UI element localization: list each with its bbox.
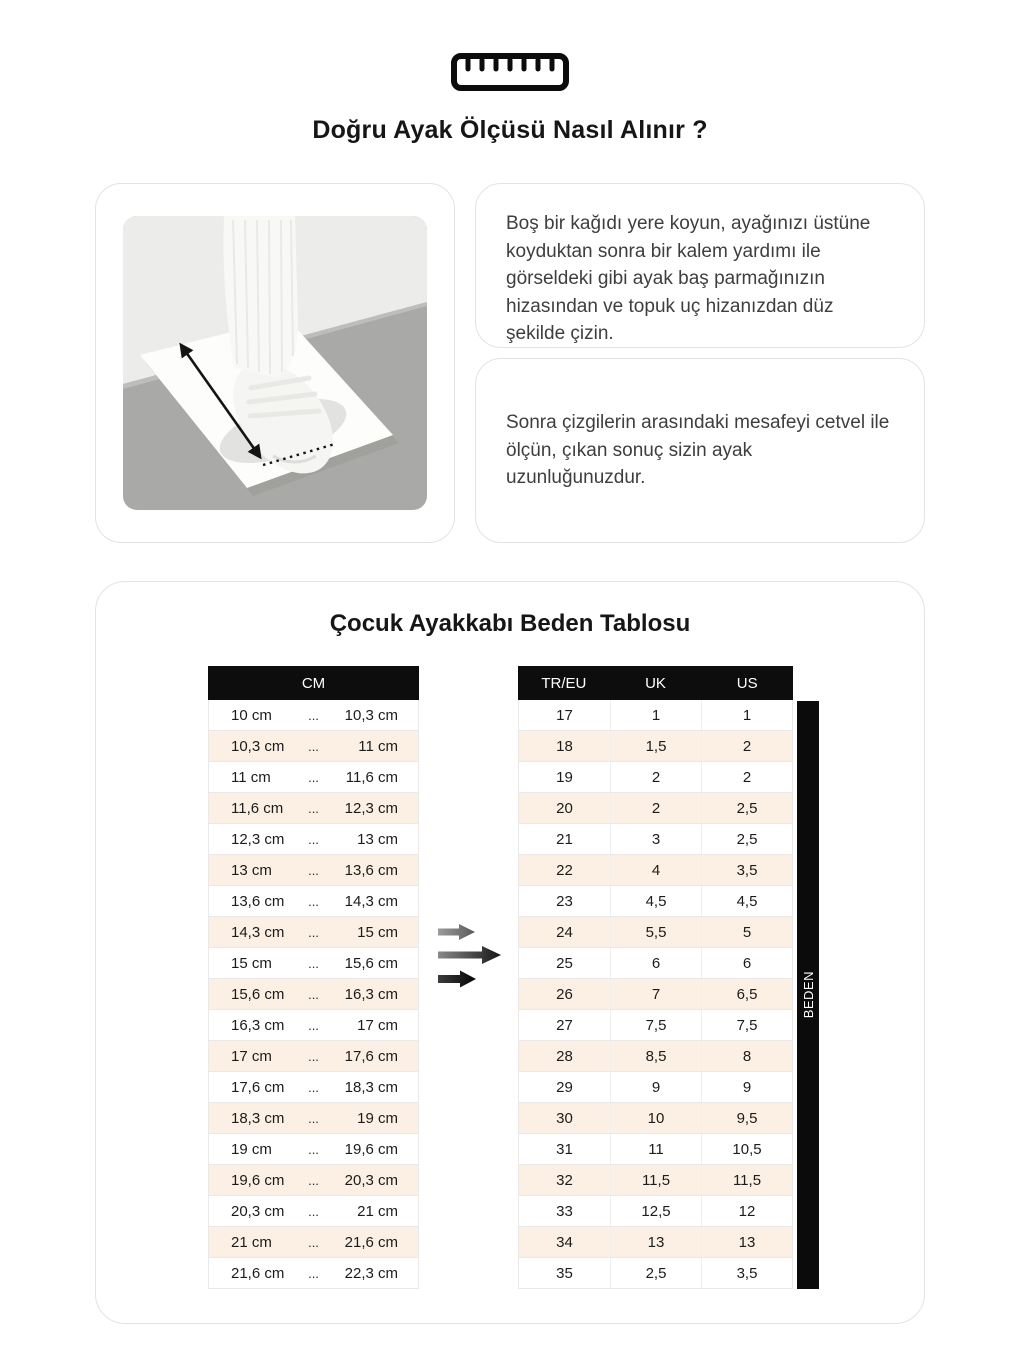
page-title: Doğru Ayak Ölçüsü Nasıl Alınır ?	[312, 116, 708, 144]
cm-range-end: 21 cm	[357, 1202, 398, 1220]
cm-range-end: 21,6 cm	[344, 1233, 398, 1251]
ruler-icon	[0, 52, 1020, 92]
range-separator: ...	[308, 1203, 319, 1219]
cm-table-row	[208, 1134, 419, 1165]
foot-on-paper-photo	[123, 216, 427, 510]
uk-header: UK	[645, 674, 666, 692]
uk-cell: 8,5	[610, 1041, 701, 1071]
tr-eu-cell: 30	[556, 1109, 573, 1127]
cm-range-end: 19,6 cm	[344, 1140, 398, 1158]
cm-range-end: 14,3 cm	[344, 892, 398, 910]
range-separator: ...	[308, 1017, 319, 1033]
range-separator: ...	[308, 800, 319, 816]
cm-table-row	[208, 1041, 419, 1072]
us-cell: 11,5	[701, 1165, 792, 1195]
beden-side-bar	[797, 701, 819, 1289]
conversion-arrows-icon	[438, 924, 504, 988]
us-cell: 6	[701, 948, 792, 978]
uk-cell: 1,5	[610, 731, 701, 761]
size-table-row	[518, 793, 793, 824]
us-cell: 1	[701, 700, 792, 730]
cm-range-start: 10,3 cm	[231, 737, 285, 755]
us-cell: 12	[701, 1196, 792, 1226]
tr-eu-cell: 35	[556, 1264, 573, 1282]
size-table-title: Çocuk Ayakkabı Beden Tablosu	[329, 610, 691, 637]
range-separator: ...	[308, 924, 319, 940]
cm-range-start: 16,3 cm	[231, 1016, 285, 1034]
uk-cell: 1	[610, 700, 701, 730]
us-cell: 2,5	[701, 824, 792, 854]
tr-eu-cell: 32	[556, 1171, 573, 1189]
size-table-row	[518, 1165, 793, 1196]
tr-eu-cell: 24	[556, 923, 573, 941]
measure-instructions-section	[95, 183, 925, 543]
uk-cell: 2,5	[610, 1258, 701, 1288]
tr-eu-cell: 26	[556, 985, 573, 1003]
us-header: US	[736, 674, 758, 692]
uk-cell: 2	[610, 793, 701, 823]
range-separator: ...	[308, 862, 319, 878]
size-table-row	[518, 1258, 793, 1289]
uk-cell: 13	[610, 1227, 701, 1257]
cm-range-end: 17,6 cm	[344, 1047, 398, 1065]
cm-range-start: 20,3 cm	[231, 1202, 285, 1220]
tr-eu-cell: 20	[556, 799, 573, 817]
size-table-body	[518, 700, 793, 1289]
cm-table-row	[208, 1165, 419, 1196]
uk-cell: 11,5	[610, 1165, 701, 1195]
cm-range-end: 15 cm	[357, 923, 398, 941]
cm-range-end: 18,3 cm	[344, 1078, 398, 1096]
tr-eu-cell: 23	[556, 892, 573, 910]
range-separator: ...	[308, 738, 319, 754]
size-table-row	[518, 1134, 793, 1165]
cm-range-start: 21,6 cm	[231, 1264, 285, 1282]
cm-range-start: 13 cm	[231, 861, 272, 879]
tr-eu-cell: 33	[556, 1202, 573, 1220]
range-separator: ...	[308, 1110, 319, 1126]
tr-eu-cell: 27	[556, 1016, 573, 1034]
size-table-row	[518, 855, 793, 886]
cm-range-end: 12,3 cm	[344, 799, 398, 817]
tr-eu-cell: 22	[556, 861, 573, 879]
range-separator: ...	[308, 831, 319, 847]
uk-cell: 9	[610, 1072, 701, 1102]
size-table-row	[518, 917, 793, 948]
us-cell: 7,5	[701, 1010, 792, 1040]
us-cell: 3,5	[701, 1258, 792, 1288]
cm-table-row	[208, 762, 419, 793]
uk-cell: 7,5	[610, 1010, 701, 1040]
size-table-row	[518, 1196, 793, 1227]
cm-table-row	[208, 1196, 419, 1227]
cm-range-start: 12,3 cm	[231, 830, 285, 848]
cm-range-start: 19,6 cm	[231, 1171, 285, 1189]
us-cell: 10,5	[701, 1134, 792, 1164]
size-table-row	[518, 1227, 793, 1258]
uk-cell: 4,5	[610, 886, 701, 916]
instruction-step-2-text: Sonra çizgilerin arasındaki mesafeyi cetvel ile ölçün, çıkan sonuç sizin ayak uzunluğunuzdur.	[506, 412, 890, 489]
cm-range-end: 10,3 cm	[344, 706, 398, 724]
tr-eu-cell: 29	[556, 1078, 573, 1096]
cm-table-row	[208, 700, 419, 731]
cm-range-start: 17 cm	[231, 1047, 272, 1065]
tr-eu-cell: 28	[556, 1047, 573, 1065]
range-separator: ...	[308, 893, 319, 909]
range-separator: ...	[308, 1141, 319, 1157]
tr-eu-cell: 21	[556, 830, 573, 848]
us-cell: 4,5	[701, 886, 792, 916]
cm-range-start: 19 cm	[231, 1140, 272, 1158]
cm-range-end: 15,6 cm	[344, 954, 398, 972]
us-cell: 2	[701, 762, 792, 792]
range-separator: ...	[308, 986, 319, 1002]
beden-label: BEDEN	[800, 971, 816, 1019]
cm-range-end: 11 cm	[358, 737, 398, 755]
cm-table-row	[208, 793, 419, 824]
us-cell: 6,5	[701, 979, 792, 1009]
instruction-step-2-card	[475, 358, 925, 543]
tr-eu-header: TR/EU	[541, 674, 587, 692]
us-cell: 9	[701, 1072, 792, 1102]
cm-table-header	[208, 666, 419, 700]
tr-eu-cell: 18	[556, 737, 573, 755]
instruction-step-1-text: Boş bir kağıdı yere koyun, ayağınızı üstüne koyduktan sonra bir kalem yardımı ile görseldeki gibi ayak baş parmağınızın hizasından ve topuk uç hizanızdan düz şekilde çizin.	[506, 213, 871, 345]
range-separator: ...	[308, 1172, 319, 1188]
us-cell: 3,5	[701, 855, 792, 885]
cm-range-end: 17 cm	[357, 1016, 398, 1034]
size-table-row	[518, 762, 793, 793]
size-table-header	[518, 666, 793, 700]
uk-cell: 5,5	[610, 917, 701, 947]
size-table-row	[518, 1010, 793, 1041]
uk-cell: 10	[610, 1103, 701, 1133]
cm-range-end: 20,3 cm	[344, 1171, 398, 1189]
range-separator: ...	[308, 1079, 319, 1095]
range-separator: ...	[308, 1234, 319, 1250]
size-table-card	[95, 581, 925, 1324]
instruction-text-column	[475, 183, 925, 543]
range-separator: ...	[308, 769, 319, 785]
cm-range-start: 15 cm	[231, 954, 272, 972]
uk-cell: 2	[610, 762, 701, 792]
size-table-row	[518, 700, 793, 731]
cm-range-start: 11 cm	[231, 768, 271, 786]
cm-range-start: 10 cm	[231, 706, 272, 724]
cm-range-end: 22,3 cm	[344, 1264, 398, 1282]
cm-table-row	[208, 979, 419, 1010]
us-cell: 8	[701, 1041, 792, 1071]
cm-table-row	[208, 1072, 419, 1103]
us-cell: 5	[701, 917, 792, 947]
cm-range-end: 13 cm	[357, 830, 398, 848]
cm-range-start: 17,6 cm	[231, 1078, 285, 1096]
cm-table-row	[208, 948, 419, 979]
cm-range-start: 13,6 cm	[231, 892, 285, 910]
size-table-row	[518, 886, 793, 917]
size-table-row	[518, 1103, 793, 1134]
cm-range-end: 13,6 cm	[344, 861, 398, 879]
cm-table-row	[208, 731, 419, 762]
uk-cell: 3	[610, 824, 701, 854]
cm-table-body	[208, 700, 419, 1289]
us-cell: 2	[701, 731, 792, 761]
cm-range-start: 11,6 cm	[231, 799, 284, 817]
range-separator: ...	[308, 1265, 319, 1281]
shoe-size-table	[518, 666, 793, 1289]
size-table-row	[518, 979, 793, 1010]
size-table-row	[518, 824, 793, 855]
us-cell: 9,5	[701, 1103, 792, 1133]
cm-table-row	[208, 855, 419, 886]
range-separator: ...	[308, 1048, 319, 1064]
cm-table-row	[208, 1227, 419, 1258]
size-table-row	[518, 731, 793, 762]
cm-table-row	[208, 1010, 419, 1041]
uk-cell: 12,5	[610, 1196, 701, 1226]
cm-range-end: 11,6 cm	[345, 768, 398, 786]
us-cell: 13	[701, 1227, 792, 1257]
uk-cell: 6	[610, 948, 701, 978]
page-header	[0, 0, 1020, 145]
tr-eu-cell: 19	[556, 768, 573, 786]
tr-eu-cell: 31	[556, 1140, 573, 1158]
cm-table-row	[208, 886, 419, 917]
cm-table-row	[208, 917, 419, 948]
us-cell: 2,5	[701, 793, 792, 823]
size-tables	[208, 666, 924, 1289]
cm-table-row	[208, 1258, 419, 1289]
cm-range-end: 16,3 cm	[344, 985, 398, 1003]
cm-table	[208, 666, 419, 1289]
size-table-row	[518, 1072, 793, 1103]
instruction-step-1-card	[475, 183, 925, 348]
cm-header-label: CM	[301, 674, 326, 692]
tr-eu-cell: 17	[556, 706, 573, 724]
cm-table-row	[208, 824, 419, 855]
uk-cell: 4	[610, 855, 701, 885]
cm-range-start: 15,6 cm	[231, 985, 285, 1003]
cm-range-start: 21 cm	[231, 1233, 272, 1251]
tr-eu-cell: 34	[556, 1233, 573, 1251]
cm-table-row	[208, 1103, 419, 1134]
range-separator: ...	[308, 955, 319, 971]
uk-cell: 11	[610, 1134, 701, 1164]
uk-cell: 7	[610, 979, 701, 1009]
size-table-row	[518, 948, 793, 979]
cm-range-start: 18,3 cm	[231, 1109, 285, 1127]
cm-range-start: 14,3 cm	[231, 923, 285, 941]
cm-range-end: 19 cm	[357, 1109, 398, 1127]
size-table-row	[518, 1041, 793, 1072]
tr-eu-cell: 25	[556, 954, 573, 972]
range-separator: ...	[308, 707, 319, 723]
foot-measure-image-card	[95, 183, 455, 543]
